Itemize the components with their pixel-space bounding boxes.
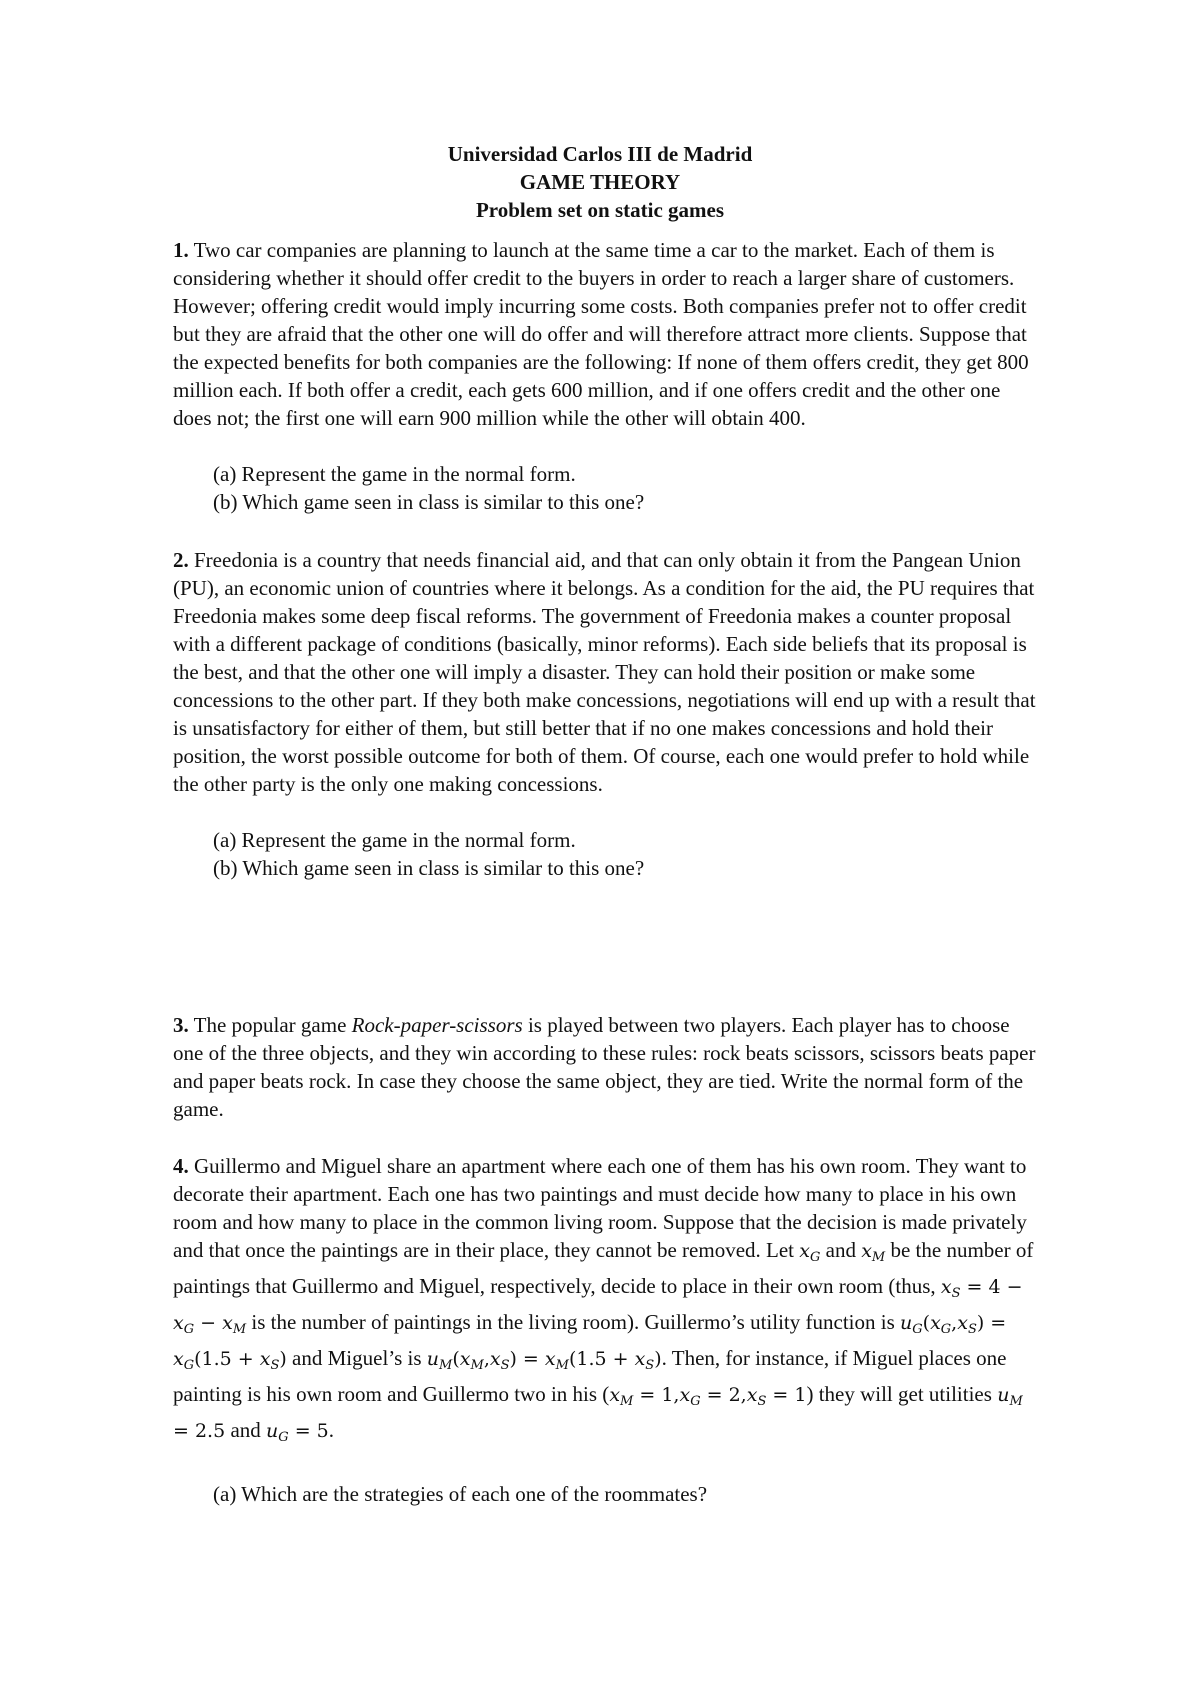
math-op: (1.5 + — [568, 1348, 635, 1370]
problem-body: ) they will get utilities — [806, 1382, 998, 1406]
question-item: (b) Which game seen in class is similar to this one? — [213, 490, 645, 514]
math-op: = 4 − — [960, 1276, 1023, 1298]
math-xs-def: $x_S$ — [940, 1276, 961, 1301]
math-op: , — [483, 1348, 490, 1370]
problem-1-text — [173, 236, 1043, 432]
math-var: $x_S$ — [957, 1312, 977, 1337]
question-item: (a) Represent the game in the normal form. — [213, 462, 576, 486]
math-op: − — [194, 1312, 223, 1334]
math-var: $x_S$ — [634, 1348, 655, 1373]
math-op: = 5 — [288, 1420, 329, 1442]
question-item: (a) Represent the game in the normal form. — [213, 828, 576, 852]
document-header — [0, 140, 1200, 224]
math-var: $x_G$ — [930, 1312, 952, 1337]
math-op: = 1, — [633, 1384, 680, 1406]
problem-body: and — [225, 1418, 267, 1442]
problem-body: Two car companies are planning to launch at the same time a car to the market. Each of them is considering whether it should offer credit to the buyers in order to reach a larger share of customers. However; offering credit would imply incurring some costs. Both companies prefer not to offer credit but they are afraid that the other one will do offer and will therefore attract more clients. Suppose that the expected benefits for both companies are the following: If none of them offers credit, they get 800 million each. If both offer a credit, each gets 600 million, and if one offers credit and the other one does not; the first one will earn 900 million while the other will obtain 400. — [173, 238, 1029, 430]
math-var: $x_M$ — [544, 1348, 569, 1373]
math-var: $u_M$ — [997, 1384, 1023, 1409]
problem-body: be the number of paintings that Guillermo and Miguel, respectively, decide to place in their own room (thus, — [173, 1238, 1034, 1298]
math-var: $x_M$ — [459, 1348, 484, 1373]
math-xM: $x_M$ — [861, 1240, 886, 1265]
problem-body: Freedonia is a country that needs financial aid, and that can only obtain it from the Pangean Union (PU), an economic union of countries where it belongs. As a condition for the aid, the PU requires that Freedonia makes some deep fiscal reforms. The government of Freedonia makes a counter proposal with a different package of conditions (basically, minor reforms). Each side beliefs that its proposal is the best, and that the other one will imply a disaster. They can hold their position or make some concessions to the other part. If they both make concessions, negotiations will end up with a result that is unsatisfactory for either of them, but still better that if no one makes concessions and hold their position, the worst possible outcome for both of them. Of course, each one would prefer to hold while the other party is the only one making concessions. — [173, 548, 1036, 796]
problem-body: is the number of paintings in the living room). Guillermo’s utility function is — [246, 1310, 900, 1334]
problem-4 — [173, 1152, 1043, 1508]
math-op: = 1 — [766, 1384, 807, 1406]
question-item: (b) Which game seen in class is similar to this one? — [213, 856, 645, 880]
math-op: , — [951, 1312, 958, 1334]
math-uG: $u_G$ — [900, 1312, 923, 1337]
university-name: Universidad Carlos III de Madrid — [447, 142, 753, 166]
problem-body: . Then, for instance, if Miguel places one painting is his own room and Guillermo two in his ( — [173, 1346, 1007, 1406]
math-var: $x_G$ — [173, 1348, 195, 1373]
problem-body: . — [328, 1418, 334, 1442]
math-var: $u_G$ — [266, 1420, 289, 1445]
math-op: ) = — [976, 1312, 1007, 1334]
problem-number: 3. — [173, 1013, 189, 1037]
math-var: $x_S$ — [746, 1384, 767, 1409]
math-var: $x_S$ — [259, 1348, 280, 1373]
math-var: $x_S$ — [489, 1348, 510, 1373]
problem-2 — [173, 546, 1043, 882]
math-op: ( — [922, 1312, 931, 1334]
game-name: Rock-paper-scissors — [351, 1013, 523, 1037]
problem-number: 4. — [173, 1154, 189, 1178]
problem-number: 1. — [173, 238, 189, 262]
problem-set-title: Problem set on static games — [475, 198, 725, 222]
problem-3-text — [173, 1011, 1043, 1123]
problem-1 — [173, 236, 1043, 516]
course-title: GAME THEORY — [519, 170, 681, 194]
problem-body: The popular game — [188, 1013, 352, 1037]
math-op: ( — [452, 1348, 460, 1370]
problem-4-questions — [173, 1480, 1043, 1508]
math-op: = 2, — [700, 1384, 747, 1406]
math-op: = 2.5 — [173, 1420, 226, 1442]
problem-4-text — [173, 1152, 1043, 1452]
math-var: $x_G$ — [173, 1312, 195, 1337]
problem-body: Guillermo and Miguel share an apartment where each one of them has his own room. They want to decorate their apartment. Each one has two paintings and must decide how many to place in his own room and how many to place in the common living room. Suppose that the decision is made privately and that once the paintings are in their place, they cannot be removed. Let — [173, 1154, 1027, 1262]
problem-body: and Miguel’s is — [286, 1346, 427, 1370]
math-var: $x_M$ — [222, 1312, 247, 1337]
problem-2-questions — [173, 826, 1043, 882]
problem-body: and — [820, 1238, 862, 1262]
problem-number: 2. — [173, 548, 189, 572]
math-var: $x_G$ — [679, 1384, 701, 1409]
problem-1-questions — [173, 460, 1043, 516]
math-xG: $x_G$ — [799, 1240, 821, 1265]
math-op: ) — [279, 1348, 287, 1370]
math-op: (1.5 + — [194, 1348, 260, 1370]
problem-body: is played between two players. Each player has to choose one of the three objects, and they win according to these rules: rock beats scissors, scissors beats paper and paper beats rock. In case they choose the same object, they are tied. Write the normal form of the game. — [173, 1013, 1036, 1121]
question-item: (a) Which are the strategies of each one of the roommates? — [213, 1482, 708, 1506]
problem-3 — [173, 1011, 1043, 1123]
math-var: $x_M$ — [609, 1384, 634, 1409]
math-op: ) = — [509, 1348, 545, 1370]
problem-2-text — [173, 546, 1043, 798]
math-op: ) — [654, 1348, 662, 1370]
math-uM: $u_M$ — [426, 1348, 453, 1373]
